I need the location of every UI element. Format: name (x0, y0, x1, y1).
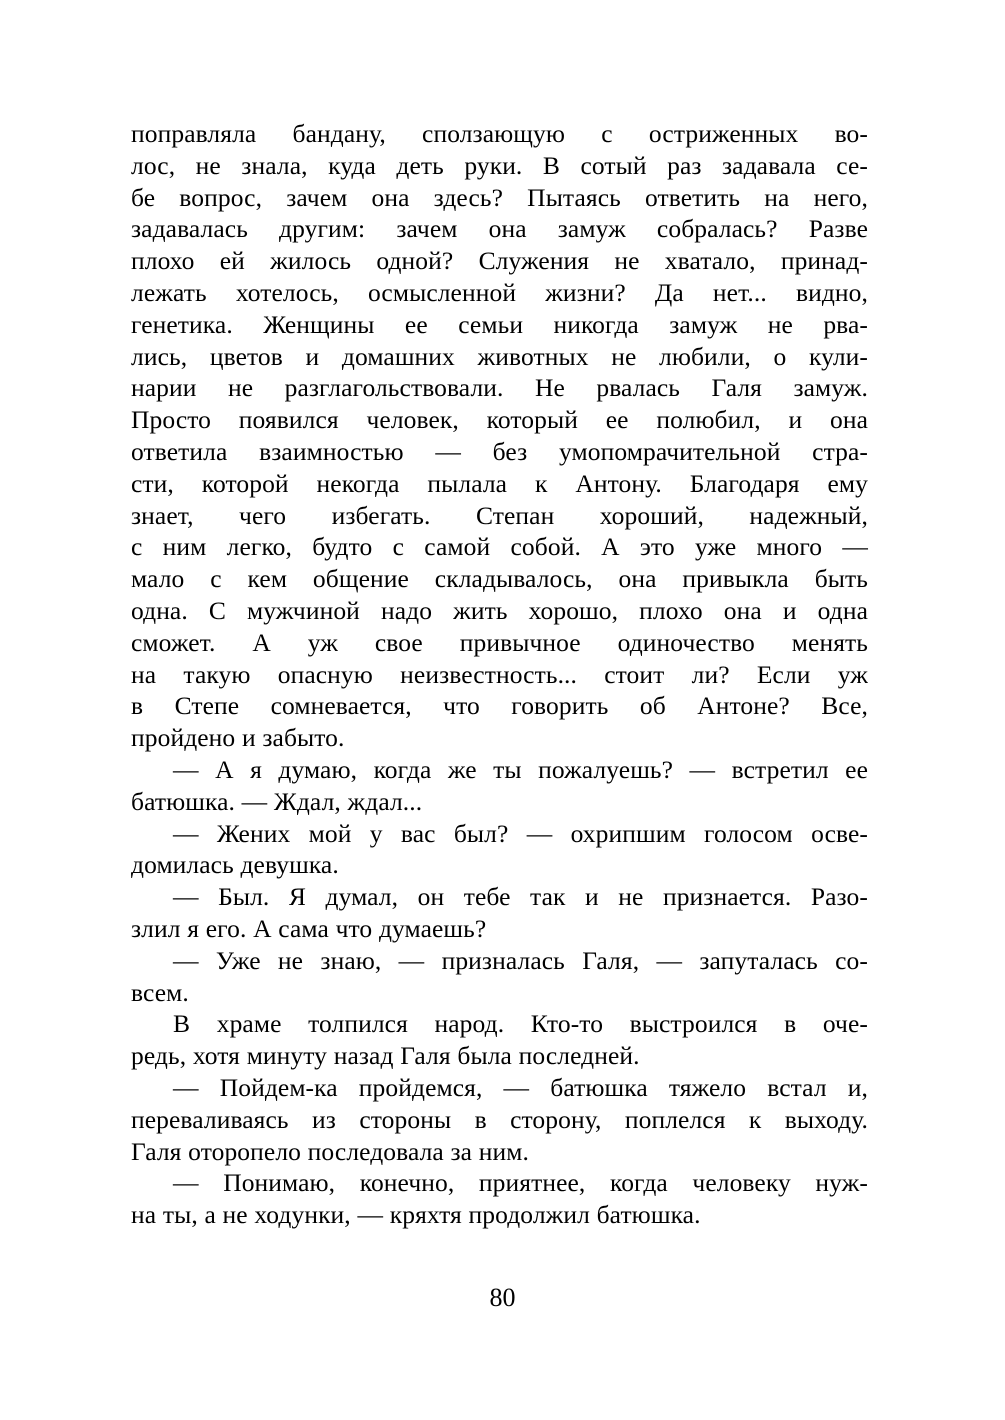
text-line: Просто появился человек, который ее полюбил, и она (131, 405, 868, 435)
text-line: лос, не знала, куда деть руки. В сотый раз задавала се- (131, 150, 868, 180)
text-line: знает, чего избегать. Степан хороший, надежный, (131, 500, 868, 530)
text-line: на ты, а не ходунки, — кряхтя продолжил батюшка. (131, 1200, 701, 1230)
text-line: сти, которой некогда пылала к Антону. Благодаря ему (131, 468, 868, 498)
text-line: ответила взаимностью — без умопомрачительной стра- (131, 436, 868, 466)
text-line: бе вопрос, зачем она здесь? Пытаясь ответить на него, (131, 182, 868, 212)
paragraph (131, 1167, 868, 1231)
text-line: сможет. А уж свое привычное одиночество менять (131, 627, 868, 657)
text-line: нарии не разглагольствовали. Не рвалась Галя замуж. (131, 373, 868, 403)
text-line: батюшка. — Ждал, ждал... (131, 786, 423, 816)
paragraph (131, 118, 868, 754)
text-line: задавалась другим: зачем она замуж собралась? Разве (131, 214, 868, 244)
text-line: поправляла бандану, сползающую с остриженных во- (131, 119, 868, 148)
paragraph (131, 818, 868, 882)
text-line: переваливаясь из стороны в сторону, поплелся к выходу. (131, 1104, 868, 1134)
text-line: на такую опасную неизвестность... стоит ли? Если уж (131, 659, 868, 689)
text-line: — Пойдем-ка пройдемся, — батюшка тяжело встал и, (173, 1072, 868, 1102)
paragraph (131, 754, 868, 818)
text-line: одна. С мужчиной надо жить хорошо, плохо она и одна (131, 595, 868, 625)
text-line: генетика. Женщины ее семьи никогда замуж не рва- (131, 309, 868, 339)
paragraph (131, 1072, 868, 1167)
text-line: в Степе сомневается, что говорить об Антоне? Все, (131, 691, 868, 721)
text-line: Галя оторопело последовала за ним. (131, 1136, 529, 1166)
text-line: — Жених мой у вас был? — охрипшим голосом осве- (173, 818, 868, 848)
page-text-block (131, 118, 868, 1231)
text-line: редь, хотя минуту назад Галя была последней. (131, 1041, 640, 1071)
text-line: всем. (131, 977, 189, 1007)
text-line: плохо ей жилось одной? Служения не хватало, принад- (131, 246, 868, 276)
paragraph (131, 1008, 868, 1072)
text-line: с ним легко, будто с самой собой. А это уже много — (131, 532, 868, 562)
text-line: пройдено и забыто. (131, 723, 345, 753)
text-line: лежать хотелось, осмысленной жизни? Да нет... видно, (131, 277, 868, 307)
text-line: мало с кем общение складывалось, она привыкла быть (131, 564, 868, 594)
paragraph (131, 881, 868, 945)
text-line: — Был. Я думал, он тебе так и не признается. Разо- (173, 882, 868, 912)
page-number: 80 (489, 1283, 516, 1312)
text-line: лись, цветов и домашних животных не любили, о кули- (131, 341, 868, 371)
text-line: домилась девушка. (131, 850, 339, 880)
paragraph (131, 945, 868, 1009)
text-line: В храме толпился народ. Кто-то выстроился в оче- (173, 1009, 868, 1039)
text-line: — Понимаю, конечно, приятнее, когда человеку нуж- (173, 1168, 868, 1198)
text-line: — Уже не знаю, — призналась Галя, — запуталась со- (173, 945, 868, 975)
text-line: — А я думаю, когда же ты пожалуешь? — встретил ее (173, 754, 868, 784)
text-line: злил я его. А сама что думаешь? (131, 913, 487, 943)
